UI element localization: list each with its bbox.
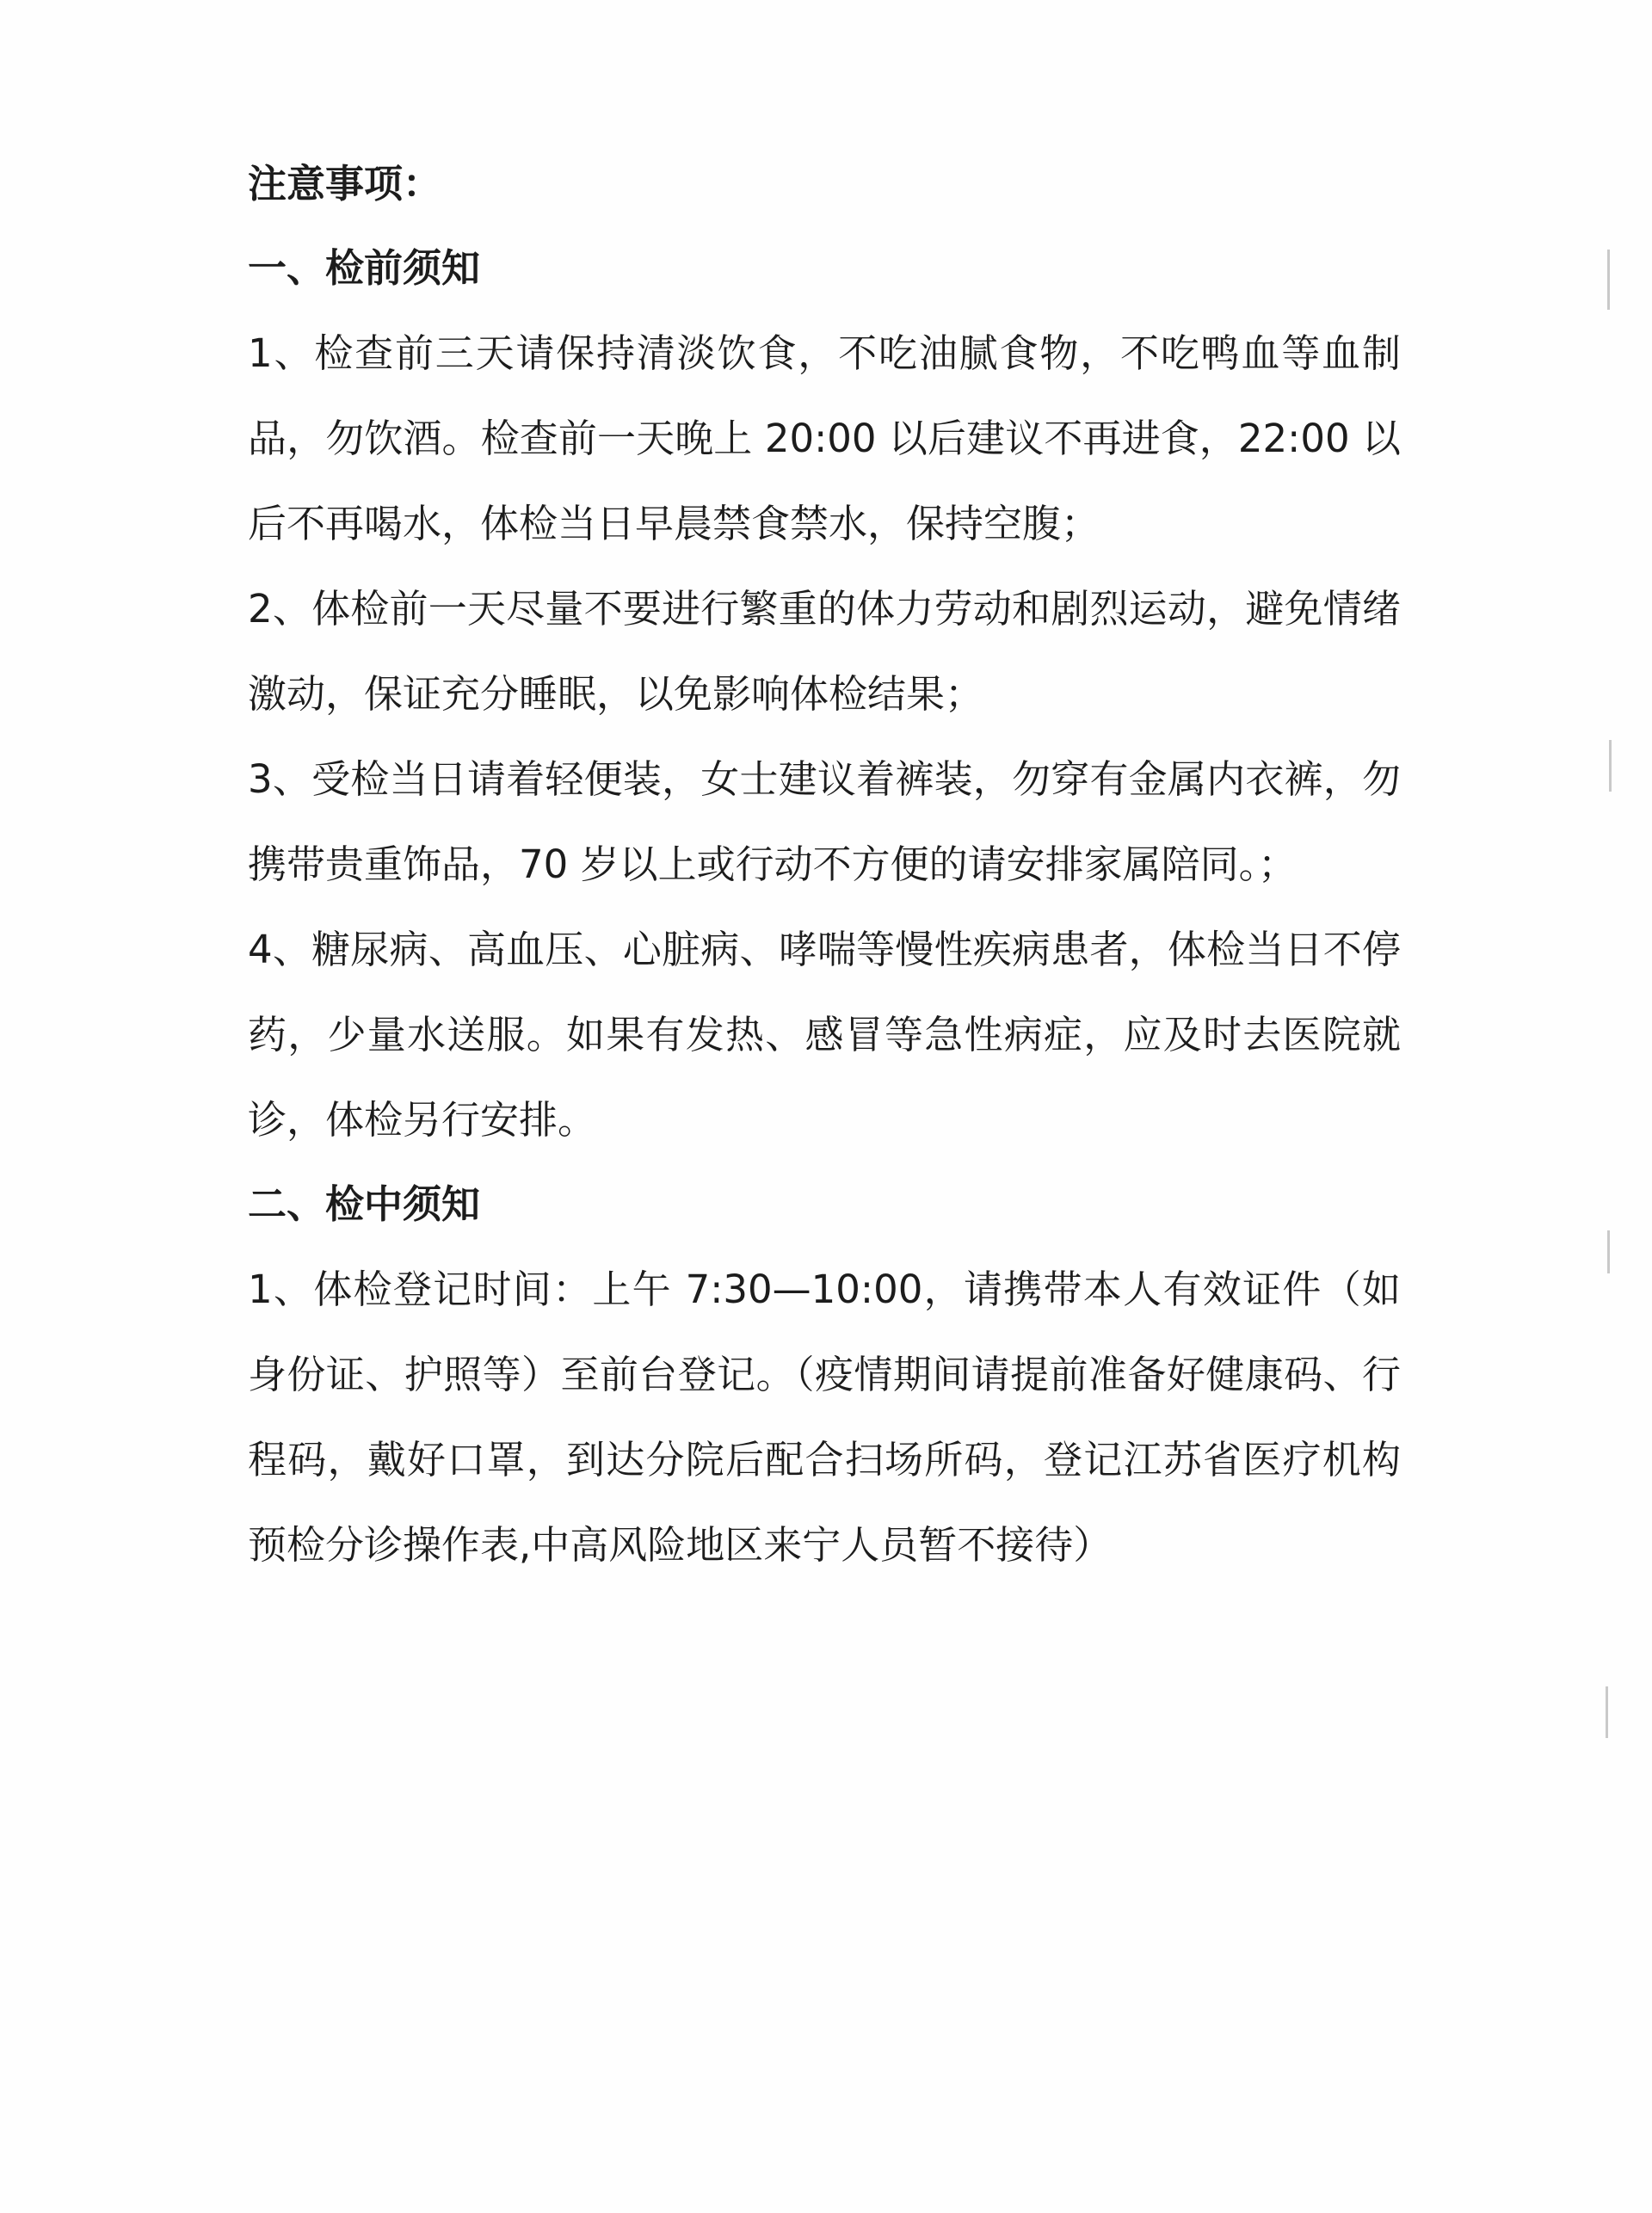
pre-exam-item-3: 3、受检当日请着轻便装，女士建议着裤装，勿穿有金属内衣裤，勿携带贵重饰品，70 岁以上或行动不方便的请安排家属陪同。；	[248, 756, 1401, 887]
section-heading-during-exam: 二、检中须知	[248, 1181, 481, 1227]
section-heading-pre-exam: 一、检前须知	[248, 245, 481, 291]
scan-edge-mark	[1607, 1230, 1610, 1273]
pre-exam-item-1: 1、检查前三天请保持清淡饮食，不吃油腻食物，不吃鸭血等血制品，勿饮酒。检查前一天晚上 20:00 以后建议不再进食，22:00 以后不再喝水，体检当日早晨禁食禁水，保持空腹；	[248, 330, 1401, 546]
notice-document	[248, 142, 1401, 1587]
scan-edge-mark	[1606, 1686, 1608, 1738]
scan-edge-mark	[1609, 740, 1612, 792]
document-title: 注意事项：	[248, 161, 442, 207]
pre-exam-item-4: 4、糖尿病、高血压、心脏病、哮喘等慢性疾病患者，体检当日不停药，少量水送服。如果有发热、感冒等急性病症，应及时去医院就诊，体检另行安排。	[248, 927, 1401, 1143]
during-exam-item-1: 1、体检登记时间：上午 7:30—10:00，请携带本人有效证件（如身份证、护照等）至前台登记。（疫情期间请提前准备好健康码、行程码，戴好口罩，到达分院后配合扫场所码，登记江苏省医疗机构预检分诊操作表,中高风险地区来宁人员暂不接待）	[248, 1267, 1401, 1568]
pre-exam-item-2: 2、体检前一天尽量不要进行繁重的体力劳动和剧烈运动，避免情绪激动，保证充分睡眠，以免影响体检结果；	[248, 586, 1401, 717]
scan-edge-mark	[1607, 250, 1610, 310]
